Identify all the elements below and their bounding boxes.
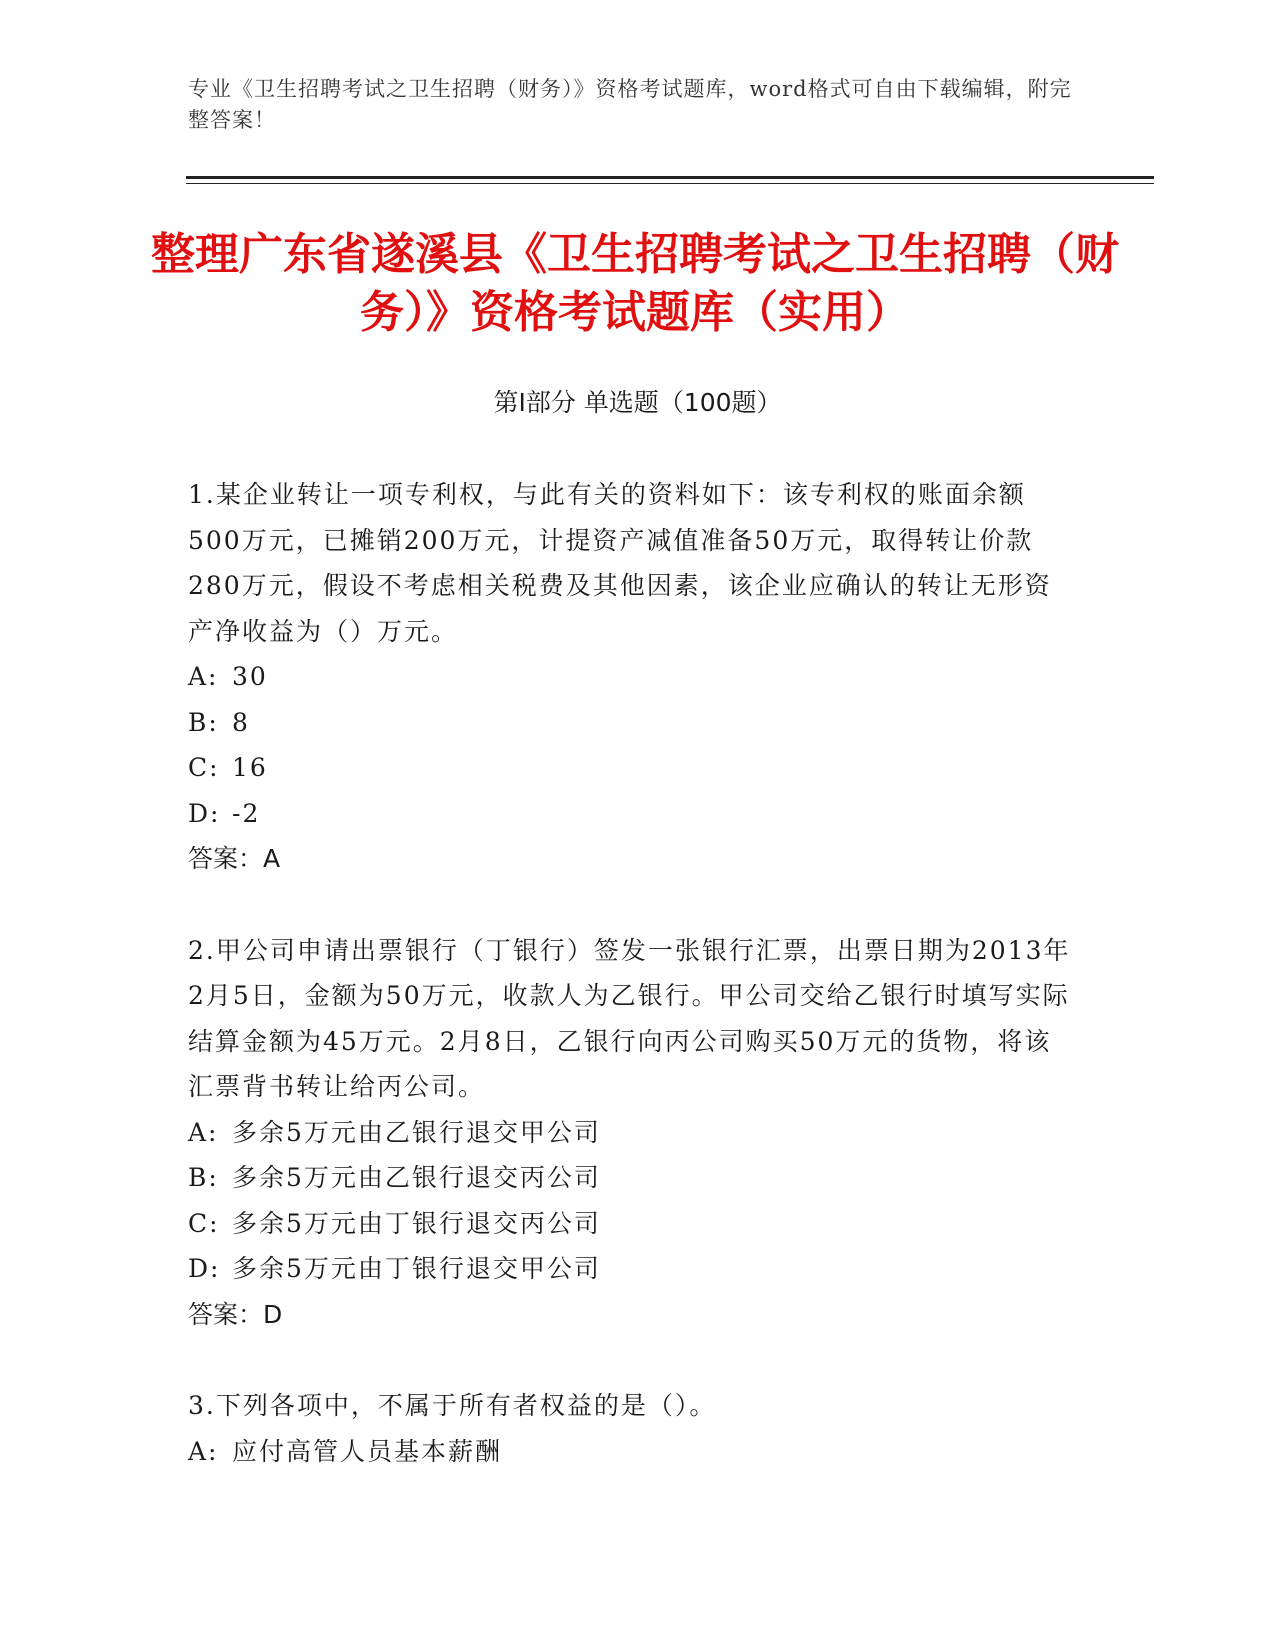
option-c bbox=[188, 745, 1078, 791]
option-letter: A: bbox=[188, 1117, 219, 1147]
question-stem: 3.下列各项中，不属于所有者权益的是（）。 bbox=[188, 1391, 717, 1420]
option-text: 16 bbox=[232, 753, 268, 782]
question-2 bbox=[188, 928, 1078, 1338]
question-3 bbox=[188, 1383, 1078, 1474]
option-d bbox=[188, 1246, 1078, 1292]
option-letter: B: bbox=[188, 1163, 219, 1192]
header-rule-thick bbox=[186, 176, 1154, 179]
answer-line: 答案：A bbox=[188, 844, 281, 873]
header-rule-thin bbox=[186, 183, 1154, 184]
option-letter: A: bbox=[188, 662, 219, 691]
option-text: 多余5万元由乙银行退交甲公司 bbox=[232, 1117, 601, 1147]
option-c bbox=[188, 1201, 1078, 1247]
question-stem: 1.某企业转让一项专利权，与此有关的资料如下：该专利权的账面余额500万元，已摊销200万元，计提资产减值准备50万元，取得转让价款280万元，假设不考虑相关税费及其他因素，该企业应确认的转让无形资产净收益为（）万元。 bbox=[188, 480, 1052, 646]
option-letter: C: bbox=[188, 753, 220, 782]
option-b bbox=[188, 1155, 1078, 1201]
option-a bbox=[188, 1110, 1078, 1156]
option-letter: C: bbox=[188, 1208, 220, 1238]
question-1 bbox=[188, 472, 1078, 882]
answer-line: 答案：D bbox=[188, 1299, 283, 1329]
option-text: 30 bbox=[232, 662, 268, 691]
option-letter: B: bbox=[188, 707, 219, 737]
option-text: 多余5万元由丁银行退交甲公司 bbox=[232, 1254, 601, 1283]
question-list bbox=[188, 472, 1078, 1520]
option-b bbox=[188, 700, 1078, 746]
option-text: 8 bbox=[232, 707, 250, 737]
option-letter: A: bbox=[188, 1436, 219, 1466]
option-d bbox=[188, 791, 1078, 837]
option-text: 应付高管人员基本薪酬 bbox=[232, 1436, 503, 1466]
option-a bbox=[188, 1429, 1078, 1475]
option-text: 多余5万元由丁银行退交丙公司 bbox=[232, 1208, 601, 1238]
option-text: -2 bbox=[232, 798, 261, 828]
section-title: 第Ⅰ部分 单选题（100题） bbox=[493, 388, 782, 417]
question-stem: 2.甲公司申请出票银行（丁银行）签发一张银行汇票，出票日期为2013年2月5日，金额为50万元，收款人为乙银行。甲公司交给乙银行时填写实际结算金额为45万元。2月8日，乙银行向丙公司购买50万元的货物，将该汇票背书转让给丙公司。 bbox=[188, 935, 1071, 1101]
header-note: 专业《卫生招聘考试之卫生招聘（财务）》资格考试题库，word格式可自由下载编辑，附完整答案！ bbox=[188, 77, 1072, 132]
option-letter: D: bbox=[188, 798, 221, 828]
option-text: 多余5万元由乙银行退交丙公司 bbox=[232, 1163, 601, 1192]
option-letter: D: bbox=[188, 1254, 221, 1283]
document-title: 整理广东省遂溪县《卫生招聘考试之卫生招聘（财务）》资格考试题库（实用） bbox=[151, 229, 1119, 338]
option-a bbox=[188, 654, 1078, 700]
